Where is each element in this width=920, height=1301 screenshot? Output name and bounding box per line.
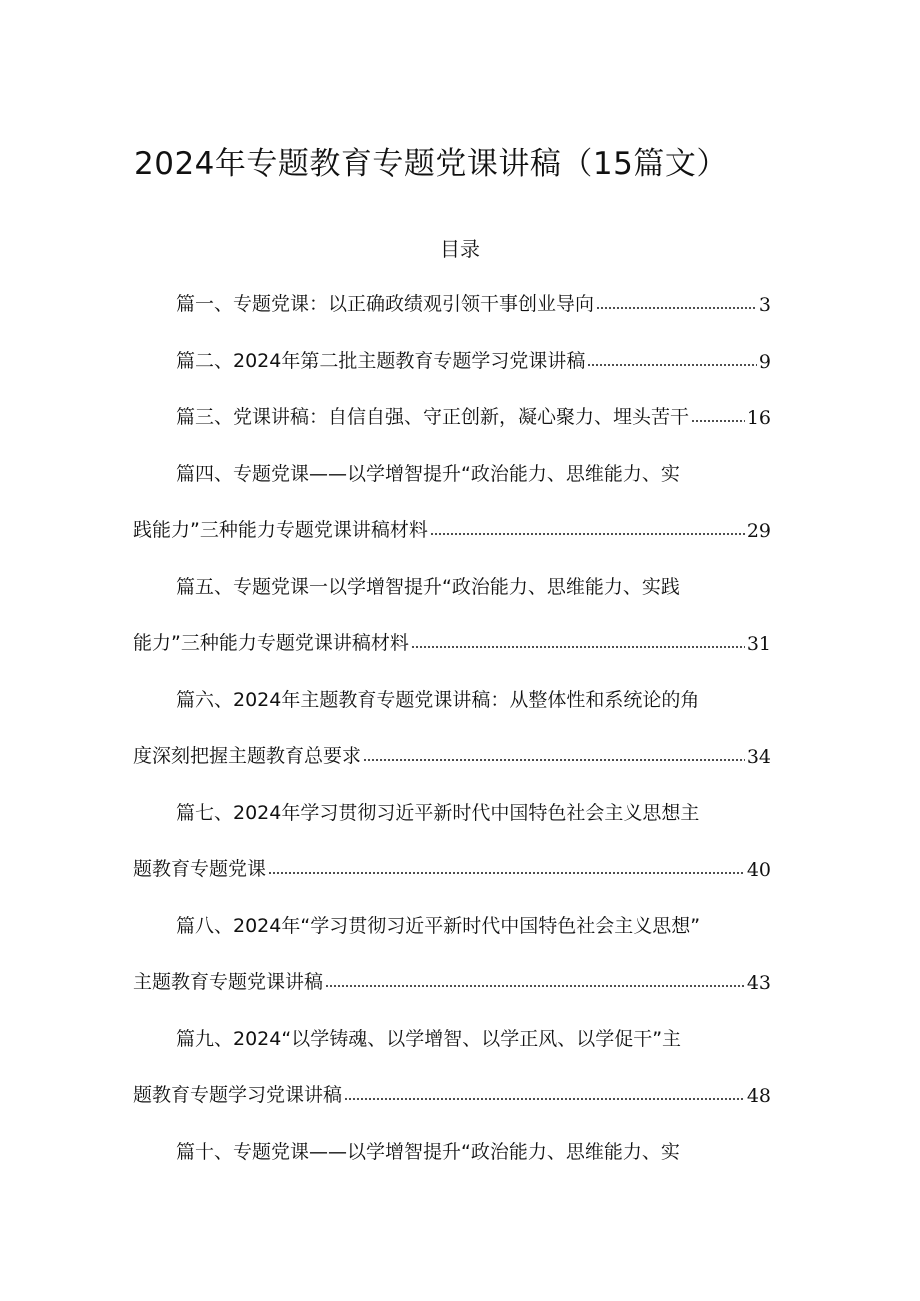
toc-page-number: 9 (758, 350, 771, 373)
toc-leader-dots (430, 532, 745, 536)
toc-entry-text: 篇六、2024年主题教育专题党课讲稿：从整体性和系统论的角 (176, 688, 700, 711)
toc-entry-line[interactable] (133, 851, 771, 881)
toc-entry-line[interactable] (176, 399, 771, 429)
toc-entry-text: 篇七、2024年学习贯彻习近平新时代中国特色社会主义思想主 (176, 801, 700, 824)
toc-entry-line[interactable] (176, 569, 771, 599)
toc-entry-text: 篇十、专题党课——以学增智提升“政治能力、思维能力、实 (176, 1140, 680, 1163)
toc-entry-text: 践能力”三种能力专题党课讲稿材料 (133, 519, 428, 541)
toc-entry-text: 题教育专题党课 (133, 858, 267, 880)
toc-page-number: 43 (746, 972, 771, 994)
toc-entry-line[interactable] (176, 286, 771, 316)
toc-page-number: 31 (746, 633, 771, 655)
toc-entry-text: 篇三、党课讲稿：自信自强、守正创新，凝心聚力、埋头苦干 (176, 406, 690, 428)
toc-leader-dots (596, 306, 757, 310)
toc-entry-line[interactable] (176, 795, 771, 825)
toc-entry-line[interactable] (176, 456, 771, 486)
toc-entry-line[interactable] (133, 964, 771, 994)
toc-entry-text: 篇一、专题党课：以正确政绩观引领干事创业导向 (176, 293, 595, 315)
toc-leader-dots (411, 645, 745, 649)
toc-entry-line[interactable] (133, 738, 771, 768)
toc-entry-text: 篇四、专题党课——以学增智提升“政治能力、思维能力、实 (176, 462, 680, 485)
document-title: 2024年专题教育专题党课讲稿（15篇文） (134, 146, 728, 182)
toc-entry-line[interactable] (133, 1077, 771, 1107)
toc-entry-text: 篇五、专题党课一以学增智提升“政治能力、思维能力、实践 (176, 575, 680, 598)
toc-entry-text: 篇八、2024年“学习贯彻习近平新时代中国特色社会主义思想” (176, 914, 701, 937)
toc-leader-dots (268, 871, 745, 875)
toc-leader-dots (587, 363, 757, 367)
toc-entry-line[interactable] (176, 908, 771, 938)
toc-entry-line[interactable] (133, 625, 771, 655)
toc-entry-line[interactable] (176, 682, 771, 712)
toc-page-number: 16 (746, 407, 771, 429)
toc-page-number: 34 (746, 746, 771, 768)
toc-leader-dots (344, 1097, 745, 1101)
toc-entry-line[interactable] (176, 1134, 771, 1164)
toc-entry-line[interactable] (133, 512, 771, 542)
toc-entry-text: 篇二、2024年第二批主题教育专题学习党课讲稿 (176, 349, 586, 372)
toc-page-number: 40 (746, 859, 771, 881)
toc-leader-dots (325, 984, 745, 988)
toc-entry-text: 题教育专题学习党课讲稿 (133, 1084, 343, 1106)
toc-entry-text: 度深刻把握主题教育总要求 (133, 745, 362, 767)
toc-entry-line[interactable] (176, 343, 771, 373)
toc-entry-text: 主题教育专题党课讲稿 (133, 971, 324, 993)
toc-entry-line[interactable] (176, 1021, 771, 1051)
toc-page-number: 3 (758, 294, 771, 316)
toc-entry-text: 篇九、2024“以学铸魂、以学增智、以学正风、以学促干”主 (176, 1027, 682, 1050)
toc-leader-dots (363, 758, 745, 762)
toc-entry-text: 能力”三种能力专题党课讲稿材料 (133, 632, 409, 654)
toc-heading: 目录 (440, 237, 480, 261)
toc-page-number: 48 (746, 1085, 771, 1107)
toc-leader-dots (691, 419, 745, 423)
toc-page-number: 29 (746, 520, 771, 542)
